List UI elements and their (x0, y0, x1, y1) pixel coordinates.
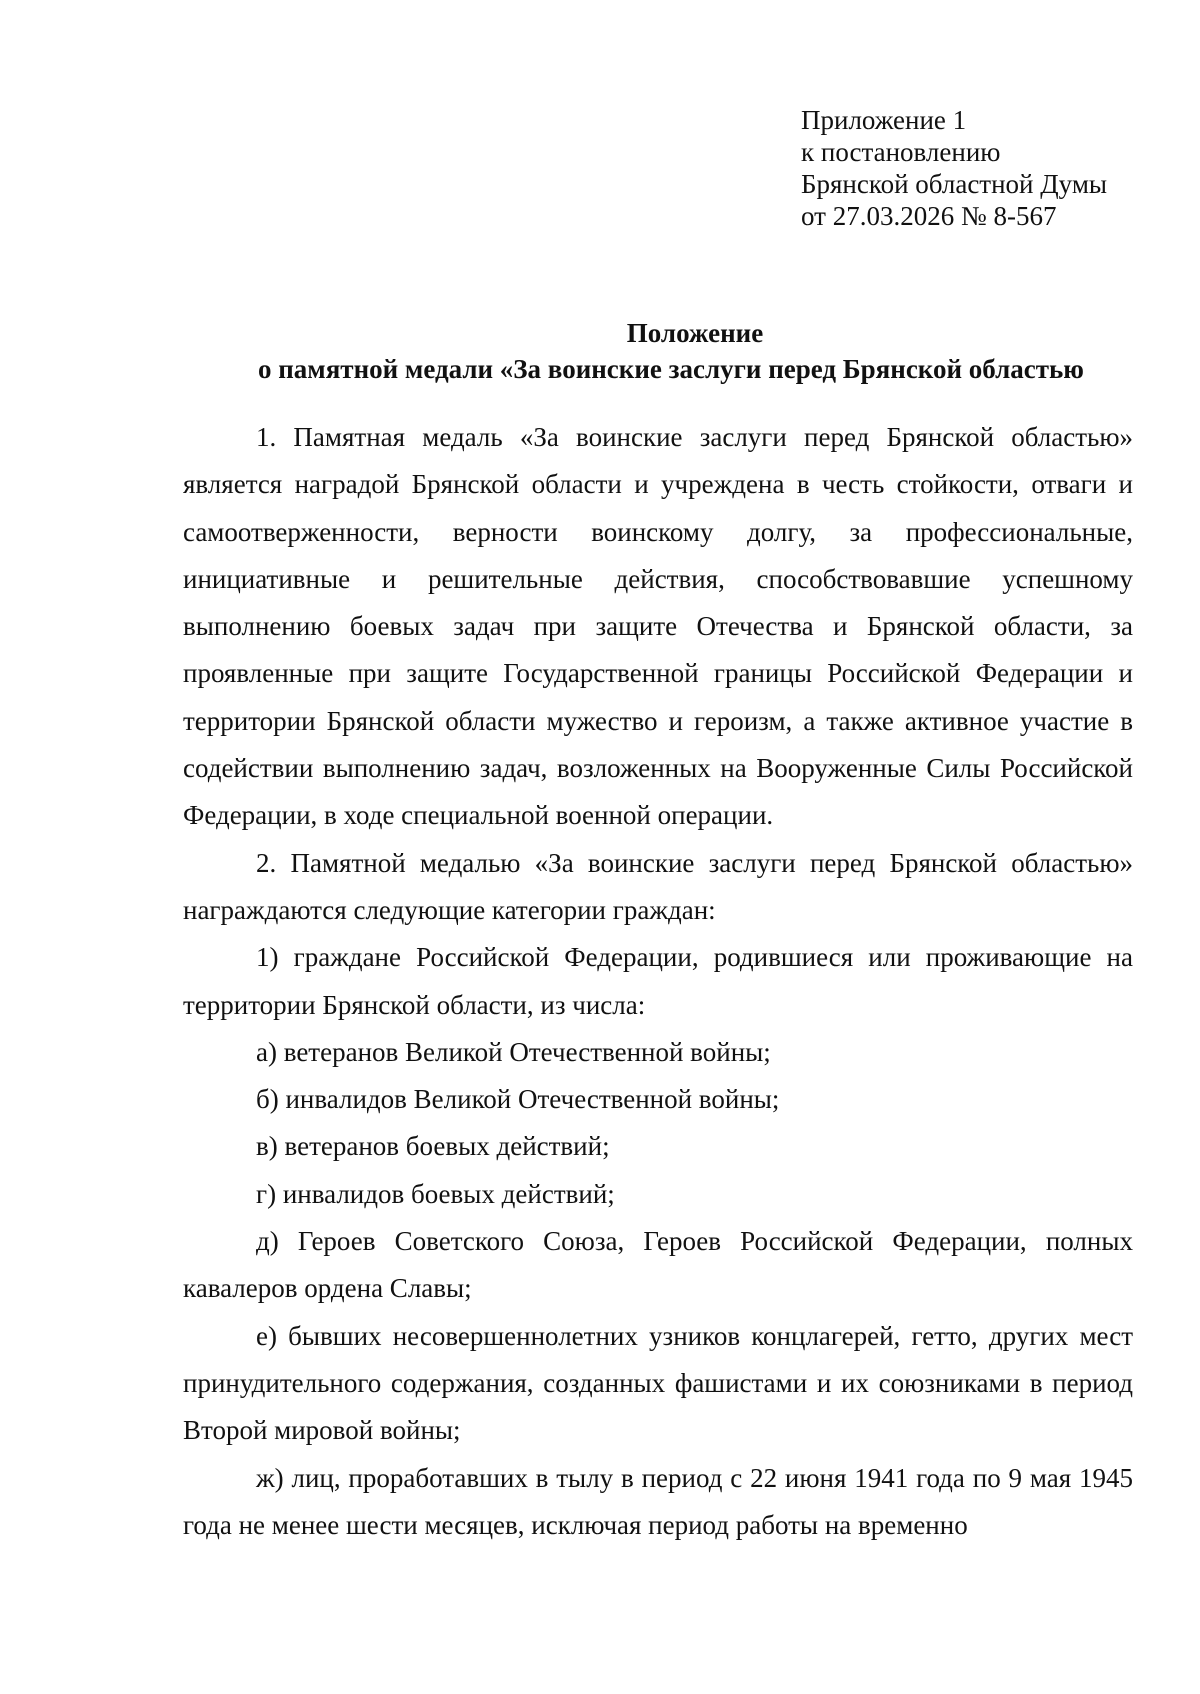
paragraph-1: 1. Памятная медаль «За воинские заслуги перед Брянской областью» является наградой Брянской области и учреждена в честь стойкости, отваги и самоотверженности, верности воинскому долгу, за профессиональные, инициативные и решительные действия, способствовавшие успешному выполнению боевых задач при защите Отечества и Брянской области, за проявленные при защите Государственной границы Российской Федерации и территории Брянской области мужество и героизм, а также активное участие в содействии выполнению задач, возложенных на Вооруженные Силы Российской Федерации, в ходе специальной военной операции. (183, 422, 1133, 831)
appendix-header (801, 104, 1107, 232)
document-body (183, 414, 1133, 1549)
document-title: Положение (626, 318, 764, 348)
document-subtitle: о памятной медали «За воинские заслуги перед Брянской областью (258, 354, 1084, 384)
appendix-line-2: к постановлению (801, 137, 1001, 167)
appendix-line-4: от 27.03.2026 № 8-567 (801, 201, 1057, 231)
list-item-e: е) бывших несовершеннолетних узников концлагерей, гетто, других мест принудительного содержания, созданных фашистами и их союзниками в период Второй мировой войны; (183, 1320, 1133, 1446)
list-item-v: в) ветеранов боевых действий; (256, 1131, 610, 1162)
paragraph-2: 2. Памятной медалью «За воинские заслуги перед Брянской областью» награждаются следующие категории граждан: (183, 847, 1133, 925)
appendix-line-1: Приложение 1 (801, 105, 967, 135)
list-item-1: 1) граждане Российской Федерации, родившиеся или проживающие на территории Брянской области, из числа: (183, 942, 1133, 1020)
list-item-g: г) инвалидов боевых действий; (256, 1178, 615, 1209)
appendix-line-3: Брянской областной Думы (801, 169, 1108, 199)
list-item-zh: ж) лиц, проработавших в тылу в период с 22 июня 1941 года по 9 мая 1945 года не менее шести месяцев, исключая период работы на временно (183, 1462, 1133, 1540)
list-item-a: а) ветеранов Великой Отечественной войны; (256, 1036, 771, 1067)
list-item-d: д) Героев Советского Союза, Героев Российской Федерации, полных кавалеров ордена Славы; (183, 1226, 1133, 1304)
list-item-b: б) инвалидов Великой Отечественной войны; (256, 1084, 780, 1115)
